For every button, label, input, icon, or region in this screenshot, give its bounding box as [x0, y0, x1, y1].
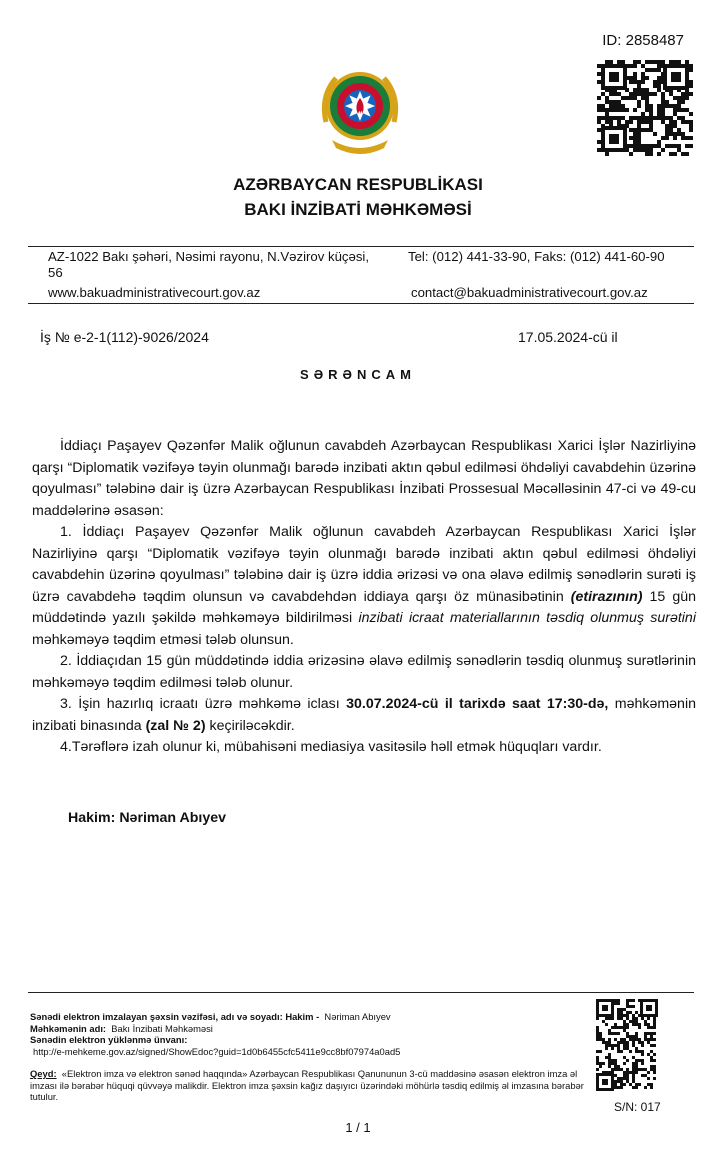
- org-line-1: AZƏRBAYCAN RESPUBLİKASI: [233, 175, 483, 194]
- case-number: İş № e-2-1(112)-9026/2024: [40, 329, 209, 345]
- qr-code-bottom: [596, 999, 658, 1091]
- state-emblem-icon: [318, 62, 402, 160]
- order-item-3: 3. İşin hazırlıq icraatı üzrə məhkəmə iclası 30.07.2024-cü il tarixdə saat 17:30-də, məhkəmənin inzibati binasında (zal № 2) keçiriləcəkdir.: [32, 696, 696, 734]
- org-line-2: BAKI İNZİBATİ MƏHKƏMƏSİ: [244, 200, 472, 219]
- order-item-1: 1. İddiaçı Paşayev Qəzənfər Malik oğlunun cavabdeh Azərbaycan Respublikası Xarici İşlər Nazirliyinə qarşı “Diplomatik vəzifəyə təyin olunmağı barədə inzibati aktın qəbul edilməsi öhdəliyi cavabdehin üzərinə qoyulması” tələbinə dair iş üzrə iddia ərizəsi və ona əlavə edilmiş sənədlərin surəti iş üzrə cavabdehə təqdim olunsun və cavabdehdən iddiaya qarşı öz münasibətinin (etirazının) 15 gün müddətində yazılı şəkildə məhkəməyə bildirilməsi inzibati icraat materiallarının təsdiq olunmuş surətini məhkəməyə təqdim etməsi tələb olunsun.: [32, 524, 696, 648]
- order-body: [32, 436, 696, 759]
- judge-name: Nəriman Abıyev: [119, 810, 227, 826]
- document-id: ID: 2858487: [602, 32, 684, 49]
- document-url[interactable]: http://e-mehkeme.gov.az/signed/ShowEdoc?guid=1d0b6455cfc5411e9cc8bf07974a0ad5: [33, 1045, 401, 1057]
- court-phone-fax: Tel: (012) 441-33-90, Faks: (012) 441-60-90: [408, 249, 665, 264]
- judge-label: Hakim:: [68, 810, 116, 826]
- court-name-heading: [0, 172, 716, 222]
- judge-signature-line: [68, 810, 226, 826]
- court-address: AZ-1022 Bakı şəhəri, Nəsimi rayonu, N.Vəzirov küçəsi, 56: [48, 249, 370, 280]
- page-number: 1 / 1: [345, 1120, 371, 1135]
- court-email: contact@bakuadministrativecourt.gov.az: [411, 285, 648, 300]
- intro-paragraph: İddiaçı Paşayev Qəzənfər Malik oğlunun cavabdeh Azərbaycan Respublikası Xarici İşlər Nazirliyinə qarşı “Diplomatik vəzifəyə təyin olunmağı barədə inzibati aktın qəbul edilməsi öhdəliyi cavabdehin üzərinə qoyulması” tələbinə dair iş üzrə Azərbaycan Respublikası İnzibati Prossesual Məcəlləsinin 47-ci və 49-cu maddələrinə əsasən:: [32, 438, 696, 519]
- signer-name: Nəriman Abıyev: [324, 1011, 391, 1022]
- legal-note: Qeyd: «Elektron imza və elektron sənəd haqqında» Azərbaycan Respublikası Qanununun 3-cü maddəsinə əsasən elektron imza əl imzası ilə bərabər hüquqi qüvvəyə malikdir. Elektron imza şəxsin kağız daşıyıcı üzərindəki möhürlə təsdiq edilmiş əl imzasına bərabər tutulur.: [30, 1068, 584, 1102]
- footer-divider: [28, 992, 694, 993]
- court-website: www.bakuadministrativecourt.gov.az: [48, 285, 261, 300]
- document-date: 17.05.2024-cü il: [518, 329, 618, 345]
- court-name: Bakı İnzibati Məhkəməsi: [111, 1022, 213, 1034]
- qr-code-top: [597, 60, 693, 156]
- document-title: SƏRƏNCAM: [300, 367, 416, 382]
- signature-footer: Sənədi elektron imzalayan şəxsin vəzifəsi, adı və soyadı: Hakim - Nəriman Abıyev Məhkəmənin adı: Bakı İnzibati Məhkəməsi Sənədin elektron yüklənmə ünvanı: http://e-mehkeme.gov.az/signed/ShowEdoc?guid=1d0b6455cfc5411e9cc8bf07974a0ad5 Qeyd: «Elektron imza və elektron sənəd haqqında» Azərbaycan Respublikası Qanununun 3-cü maddəsinə əsasən elektron imza əl imzası ilə bərabər hüquqi qüvvəyə malikdir. Elektron imza şəxsin kağız daşıyıcı üzərindəki möhürlə təsdiq edilmiş əl imzasına bərabər tutulur.: [30, 1011, 590, 1103]
- order-item-2: 2. İddiaçıdan 15 gün müddətində iddia ərizəsinə əlavə edilmiş sənədlərin təsdiq olunmuş surətlərinin məhkəməyə təqdim edilməsi tələb olunur.: [32, 653, 696, 691]
- serial-number: S/N: 017: [614, 1100, 661, 1114]
- divider: [28, 303, 694, 304]
- order-item-4: 4.Tərəflərə izah olunur ki, mübahisəni mediasiya vasitəsilə həll etmək hüquqları vardır.: [60, 739, 602, 755]
- divider: [28, 246, 694, 247]
